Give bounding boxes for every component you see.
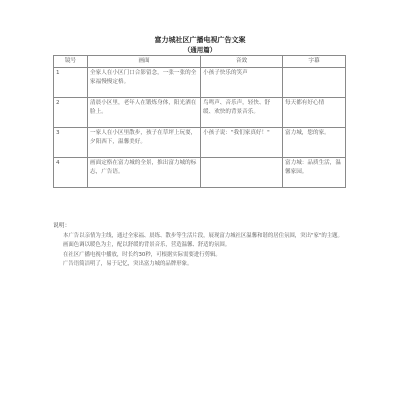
subtitle-cell: 富力城：品质生活，温馨家园。 (283, 158, 346, 188)
notes-heading: 说明： (53, 223, 71, 229)
notes-paragraph: 在社区广播电视中播放，时长约30秒，可根据实际需要进行剪辑。 (63, 251, 221, 258)
document-title: 富力城社区广播电视广告文案 (154, 36, 246, 44)
sound-cell: 小孩子说："我们家真好！" (201, 128, 283, 158)
shot-number: 1 (54, 68, 88, 98)
shot-number: 4 (54, 158, 88, 188)
notes-paragraph: 本广告以亲情为主线，通过全家福、晨练、散步等生活片段，展现富力城社区温馨和谐的居住氛围，突出"家"的主题。 (63, 232, 343, 239)
script-table (53, 55, 346, 188)
sound-cell (201, 158, 283, 188)
sound-cell: 小孩子快乐的笑声 (201, 68, 283, 98)
subtitle-cell: 每天都有好心情 (283, 98, 346, 128)
notes-paragraph: 广告语简洁明了，易于记忆，突出富力城的品牌形象。 (63, 261, 193, 268)
visual-cell: 全家人在小区门口合影留念，一张一张的全家福慢慢定格。 (88, 68, 201, 98)
subtitle-cell (283, 68, 346, 98)
notes-paragraph: 画面色调以暖色为主，配以舒缓的背景音乐，营造温馨、舒适的氛围。 (63, 242, 231, 249)
table-row (54, 98, 346, 128)
header-sound: 音效 (201, 56, 283, 68)
table-row (54, 158, 346, 188)
shot-number: 3 (54, 128, 88, 158)
subtitle-cell: 富力城，您的家。 (283, 128, 346, 158)
header-shot-number: 镜号 (54, 56, 88, 68)
header-subtitle: 字幕 (283, 56, 346, 68)
visual-cell: 画面定格在富力城的全景，推出富力城的标志，广告语。 (88, 158, 201, 188)
sound-cell: 鸟鸣声、音乐声，轻快、舒缓、欢快的背景音乐。 (201, 98, 283, 128)
table-row (54, 68, 346, 98)
notes-section (53, 222, 345, 270)
shot-number: 2 (54, 98, 88, 128)
header-visual: 画面 (88, 56, 201, 68)
visual-cell: 一家人在小区里散步，孩子在草坪上玩耍，夕阳西下，温馨美好。 (88, 128, 201, 158)
table-header-row (54, 56, 346, 68)
visual-cell: 清晨小区里，老年人在锻炼身体，阳光洒在脸上。 (88, 98, 201, 128)
table-row (54, 128, 346, 158)
document-subtitle: （通用篇） (183, 46, 217, 54)
